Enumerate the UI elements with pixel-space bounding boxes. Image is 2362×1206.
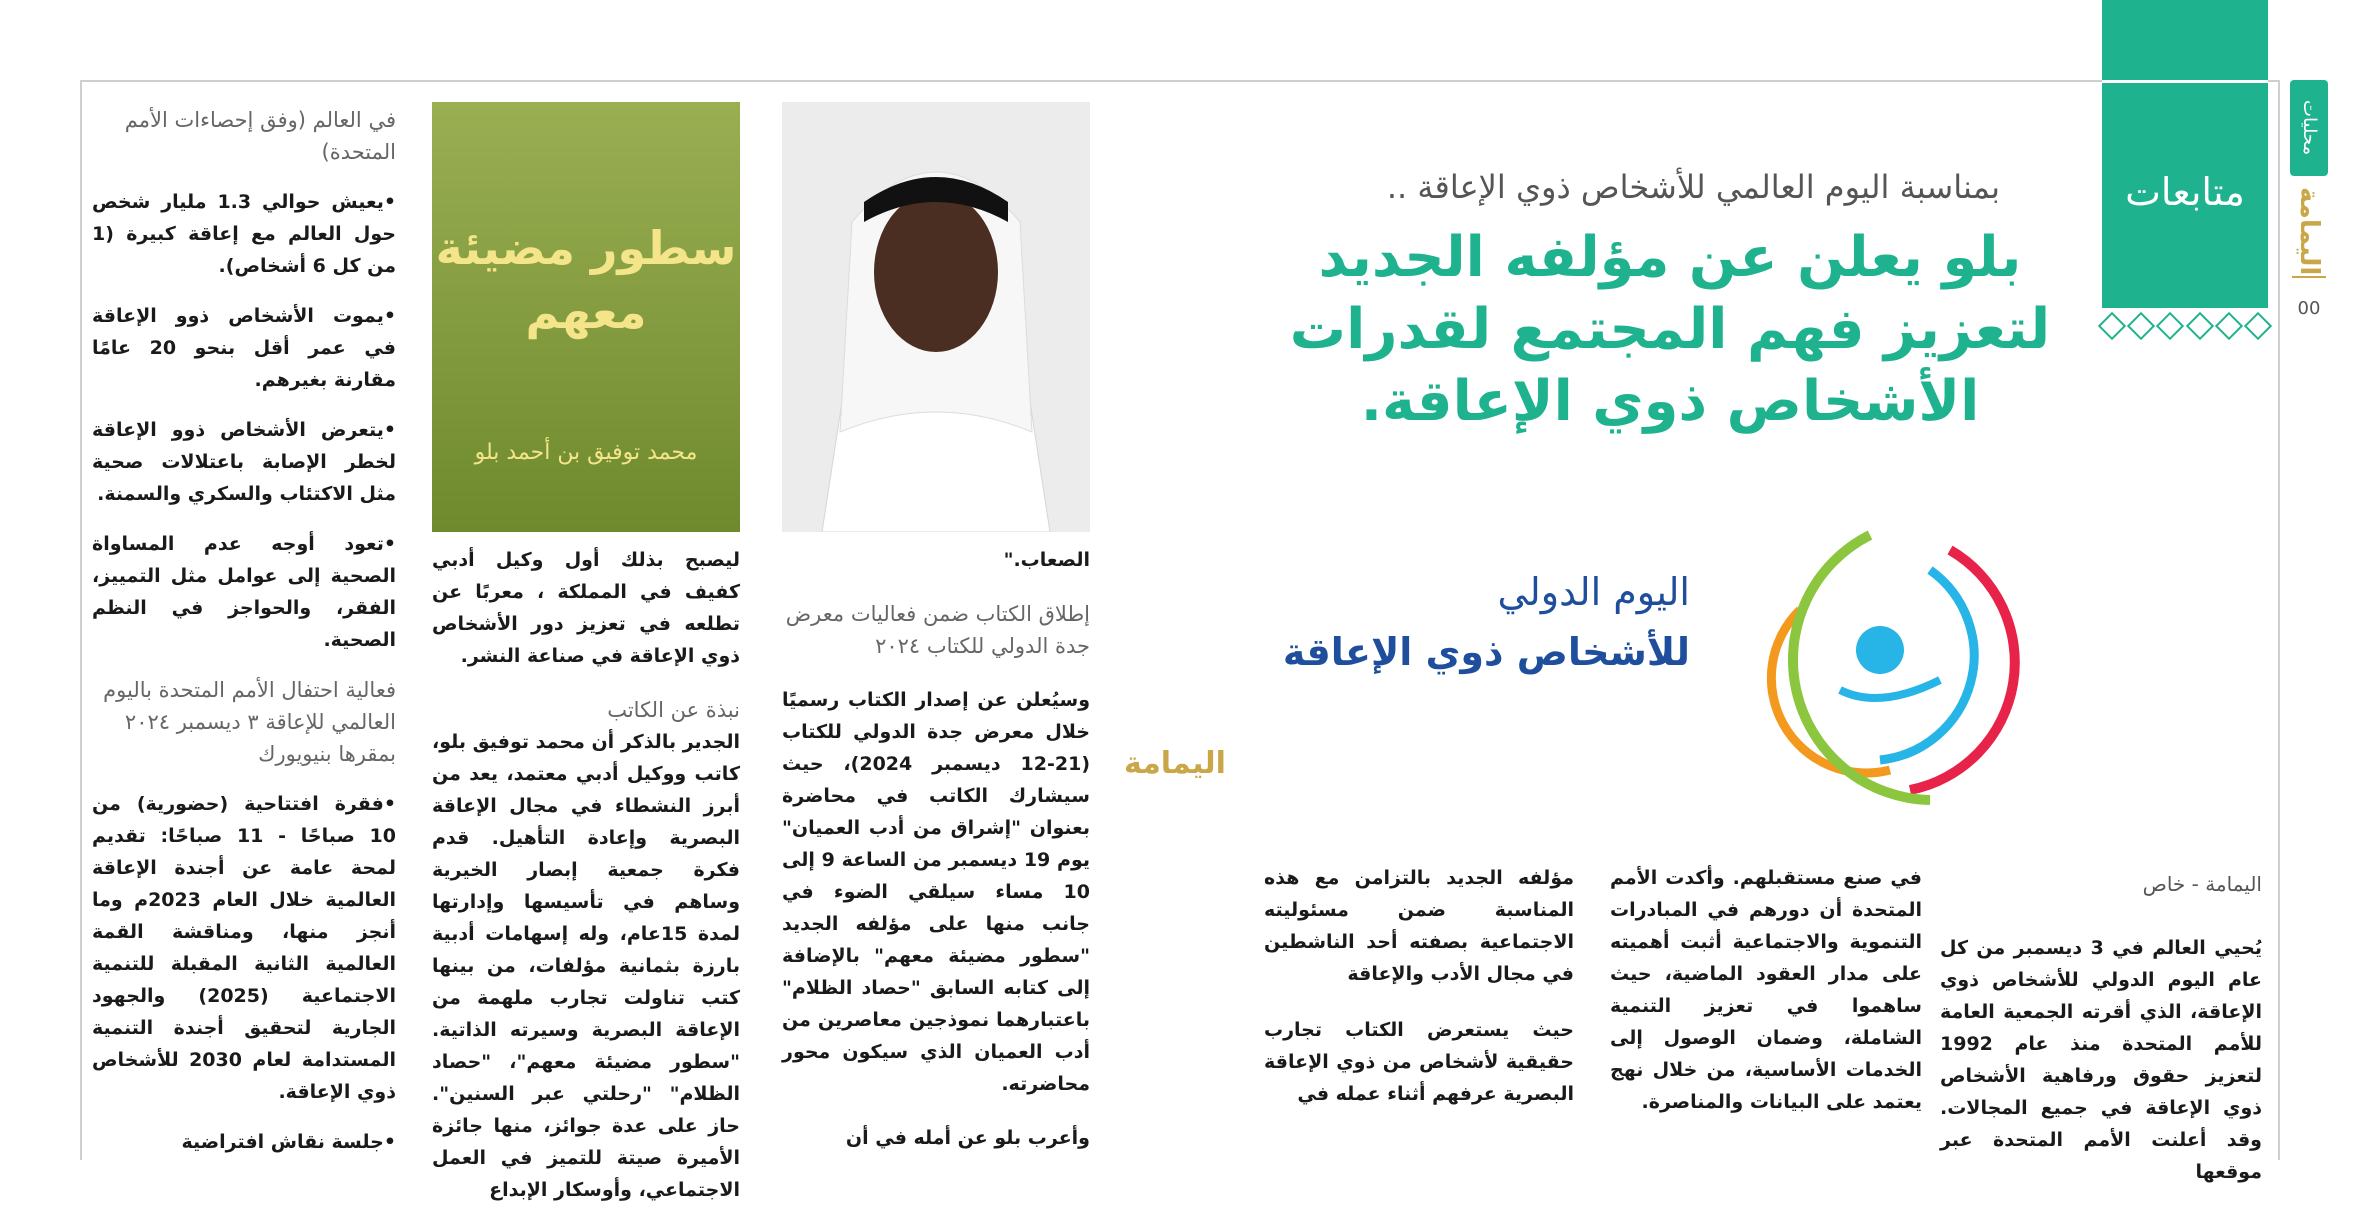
column-6-subhead1: في العالم (وفق إحصاءات الأمم المتحدة) — [124, 108, 396, 164]
disability-day-emblem — [1730, 520, 2020, 810]
column-5-top: ليصبح بذلك أول وكيل أدبي كفيف في المملكة ، معربًا عن تطلعه في تعزيز دور الأشخاص ذوي الإعاقة في صناعة النشر. — [432, 549, 740, 667]
cover-title-line: سطور مضيئة — [435, 221, 737, 275]
column-4-tail: وأعرب بلو عن أمله في أن — [845, 1127, 1090, 1149]
column-2 — [1610, 862, 1922, 1118]
stat-bullet: •تعود أوجه عدم المساواة الصحية إلى عوامل مثل التمييز، الفقر، والحواجز في النظم الصحية. — [92, 533, 396, 651]
column-1 — [1940, 932, 2262, 1188]
column-3-para2: حيث يستعرض الكتاب تجارب حقيقية لأشخاص من ذوي الإعاقة البصرية عرفهم أثناء عمله في — [1264, 1019, 1574, 1105]
headline-line: بلو يعلن عن مؤلفه الجديد — [1318, 225, 2022, 290]
magazine-logo: اليمامة — [2294, 186, 2324, 276]
headline-line: الأشخاص ذوي الإعاقة. — [1360, 369, 1980, 434]
side-divider — [2292, 276, 2326, 278]
watermark-logo: اليمامة — [1124, 746, 1226, 781]
author-photo — [782, 102, 1090, 532]
stat-bullet: •يموت الأشخاص ذوو الإعاقة في عمر أقل بنحو 20 عامًا مقارنة بغيرهم. — [92, 305, 396, 391]
page-number: 00 — [2297, 298, 2321, 319]
emblem-title-line2: للأشخاص ذوي الإعاقة — [1282, 630, 1690, 674]
column-4-body: وسيُعلن عن إصدار الكتاب رسميًا خلال معرض جدة الدولي للكتاب (21-12 ديسمبر 2024)، حيث سيشارك الكاتب في محاضرة بعنوان "إشراق من أدب العميان" يوم 19 ديسمبر من الساعة 9 إلى 10 مساء سيلقي الضوء في جانب منها على مؤلفه الجديد "سطور مضيئة معهم" بالإضافة إلى كتابه السابق "حصاد الظلام" باعتبارهما نموذجين معاصرين من أدب العميان الذي سيكون محور محاضرته. — [782, 689, 1090, 1095]
column-4 — [782, 544, 1090, 1154]
headline-line: لتعزيز فهم المجتمع لقدرات — [1289, 297, 2051, 362]
emblem-title-line1: اليوم الدولي — [1497, 570, 1690, 614]
cover-title-line: معهم — [525, 285, 647, 339]
diamond-ornament — [2102, 314, 2268, 338]
column-1-text: يُحيي العالم في 3 ديسمبر من كل عام اليوم الدولي للأشخاص ذوي الإعاقة، الذي أقرته الجمعية العامة للأمم المتحدة منذ عام 1992 لتعزيز حقوق ورفاهية الأشخاص ذوي الإعاقة في جميع المجالات. وقد أعلنت الأمم المتحدة عبر موقعها — [1940, 937, 2262, 1183]
stat-bullet: •يعيش حوالي 1.3 مليار شخص حول العالم مع إعاقة كبيرة (1 من كل 6 أشخاص). — [92, 191, 396, 277]
stat-bullet: •يتعرض الأشخاص ذوو الإعاقة لخطر الإصابة باعتلالات صحية مثل الاكتئاب والسكري والسمنة. — [92, 419, 396, 505]
article-credit: اليمامة - خاص — [2142, 872, 2262, 896]
book-cover-title — [432, 216, 740, 344]
section-tab — [2102, 0, 2268, 308]
column-5-body: الجدير بالذكر أن محمد توفيق بلو، كاتب ووكيل أدبي معتمد، يعد من أبرز النشطاء في مجال الإعاقة البصرية وإعادة التأهيل. قدم فكرة جمعية إبصار الخيرية وساهم في تأسيسها وإدارتها لمدة 15عام، وله إسهامات أدبية بارزة بثمانية مؤلفات، من بينها كتب تناولت تجارب ملهمة من الإعاقة البصرية وسيرته الذاتية. "سطور مضيئة معهم"، "حصاد الظلام" "رحلتي عبر السنين". حاز على عدة جوائز، منها جائزة الأميرة صيتة للتميز في العمل الاجتماعي، وأوسكار الإبداع — [432, 731, 740, 1201]
column-6 — [92, 104, 396, 1158]
column-4-subhead: إطلاق الكتاب ضمن فعاليات معرض جدة الدولي للكتاب ٢٠٢٤ — [785, 602, 1090, 658]
section-tab-rule — [2102, 80, 2268, 83]
side-section-label: محليات — [2299, 100, 2320, 156]
article-kicker: بمناسبة اليوم العالمي للأشخاص ذوي الإعاقة .. — [1386, 168, 2000, 206]
column-2-text: في صنع مستقبلهم. وأكدت الأمم المتحدة أن دورهم في المبادرات التنموية والاجتماعية أثبت أهميته على مدار العقود الماضية، حيث ساهموا في تعزيز التنمية الشاملة، وضمان الوصول إلى الخدمات الأساسية، من خلال نهج يعتمد على البيانات والمناصرة. — [1610, 867, 1922, 1113]
column-6-program: •فقرة افتتاحية (حضورية) من 10 صباحًا - 11 صباحًا: تقديم لمحة عامة عن أجندة الإعاقة العالمية خلال العام 2023م وما أنجز منها، ومناقشة القمة العالمية الثانية المقبلة للتنمية الاجتماعية (2025) والجهود الجارية لتحقيق أجندة التنمية المستدامة لعام 2030 للأشخاص ذوي الإعاقة. — [92, 793, 397, 1103]
column-3 — [1264, 862, 1574, 1110]
column-6-tail: •جلسة نقاش افتراضية — [181, 1131, 396, 1153]
column-5 — [432, 544, 740, 1206]
book-cover-author: محمد توفيق بن أحمد بلو — [474, 440, 698, 465]
column-5-subhead: نبذة عن الكاتب — [607, 698, 740, 722]
column-6-subhead2: فعالية احتفال الأمم المتحدة باليوم العالمي للإعاقة ٣ ديسمبر ٢٠٢٤ بمقرها بنيويورك — [103, 678, 396, 766]
section-tab-label: متابعات — [2125, 170, 2245, 214]
column-3-para1: مؤلفه الجديد بالتزامن مع هذه المناسبة ضمن مسئوليته الاجتماعية بصفته أحد الناشطين في مجال الأدب والإعاقة — [1264, 867, 1574, 985]
column-4-top: الصعاب." — [1003, 549, 1090, 571]
article-headline — [1280, 222, 2060, 438]
